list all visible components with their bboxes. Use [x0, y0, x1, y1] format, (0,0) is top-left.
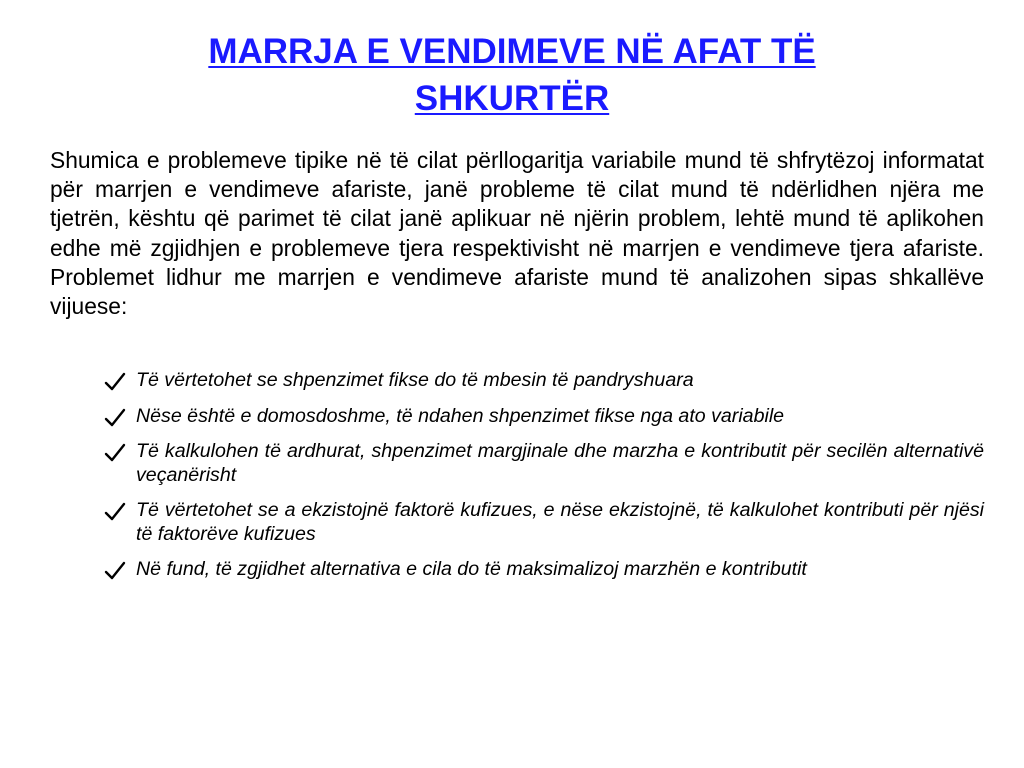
- checklist-item-text: Nëse është e domosdoshme, të ndahen shpenzimet fikse nga ato variabile: [136, 404, 785, 427]
- checklist-item-text: Të vërtetohet se shpenzimet fikse do të mbesin të pandryshuara: [136, 369, 694, 391]
- checklist-item: [104, 499, 984, 546]
- checklist-item-text: Të kalkulohen të ardhurat, shpenzimet margjinale dhe marzha e kontributit për secilën alternativë veçanërisht: [136, 440, 984, 486]
- checklist-item: [104, 440, 984, 487]
- slide-title-line-1: MARRJA E VENDIMEVE NË AFAT TË: [208, 32, 816, 71]
- check-icon: [104, 372, 126, 392]
- check-icon: [104, 443, 126, 463]
- checklist: [104, 369, 984, 594]
- checklist-item: [104, 405, 984, 429]
- slide-title-line-2: SHKURTËR: [414, 79, 610, 118]
- checklist-item-text: Në fund, të zgjidhet alternativa e cila do të maksimalizoj marzhën e kontributit: [136, 558, 807, 580]
- check-icon: [104, 502, 126, 522]
- checklist-item: [104, 369, 984, 393]
- check-icon: [104, 408, 126, 428]
- slide-title: [60, 28, 964, 122]
- checklist-item: [104, 558, 984, 582]
- intro-paragraph: Shumica e problemeve tipike në të cilat përllogaritja variabile mund të shfrytëzoj informatat për marrjen e vendimeve afariste, janë probleme të cilat mund të ndërlidhen njëra me tjetrën, kështu që parimet të cilat janë aplikuar në njërin problem, lehtë mund të aplikohen edhe më zgjidhjen e problemeve tjera respektivisht në marrjen e vendimeve tjera afariste. Problemet lidhur me marrjen e vendimeve afariste mund të analizohen sipas shkallëve vijuese:: [50, 147, 984, 320]
- check-icon: [104, 561, 126, 581]
- checklist-item-text: Të vërtetohet se a ekzistojnë faktorë kufizues, e nëse ekzistojnë, të kalkulohet kontributi për njësi të faktorëve kufizues: [136, 499, 984, 545]
